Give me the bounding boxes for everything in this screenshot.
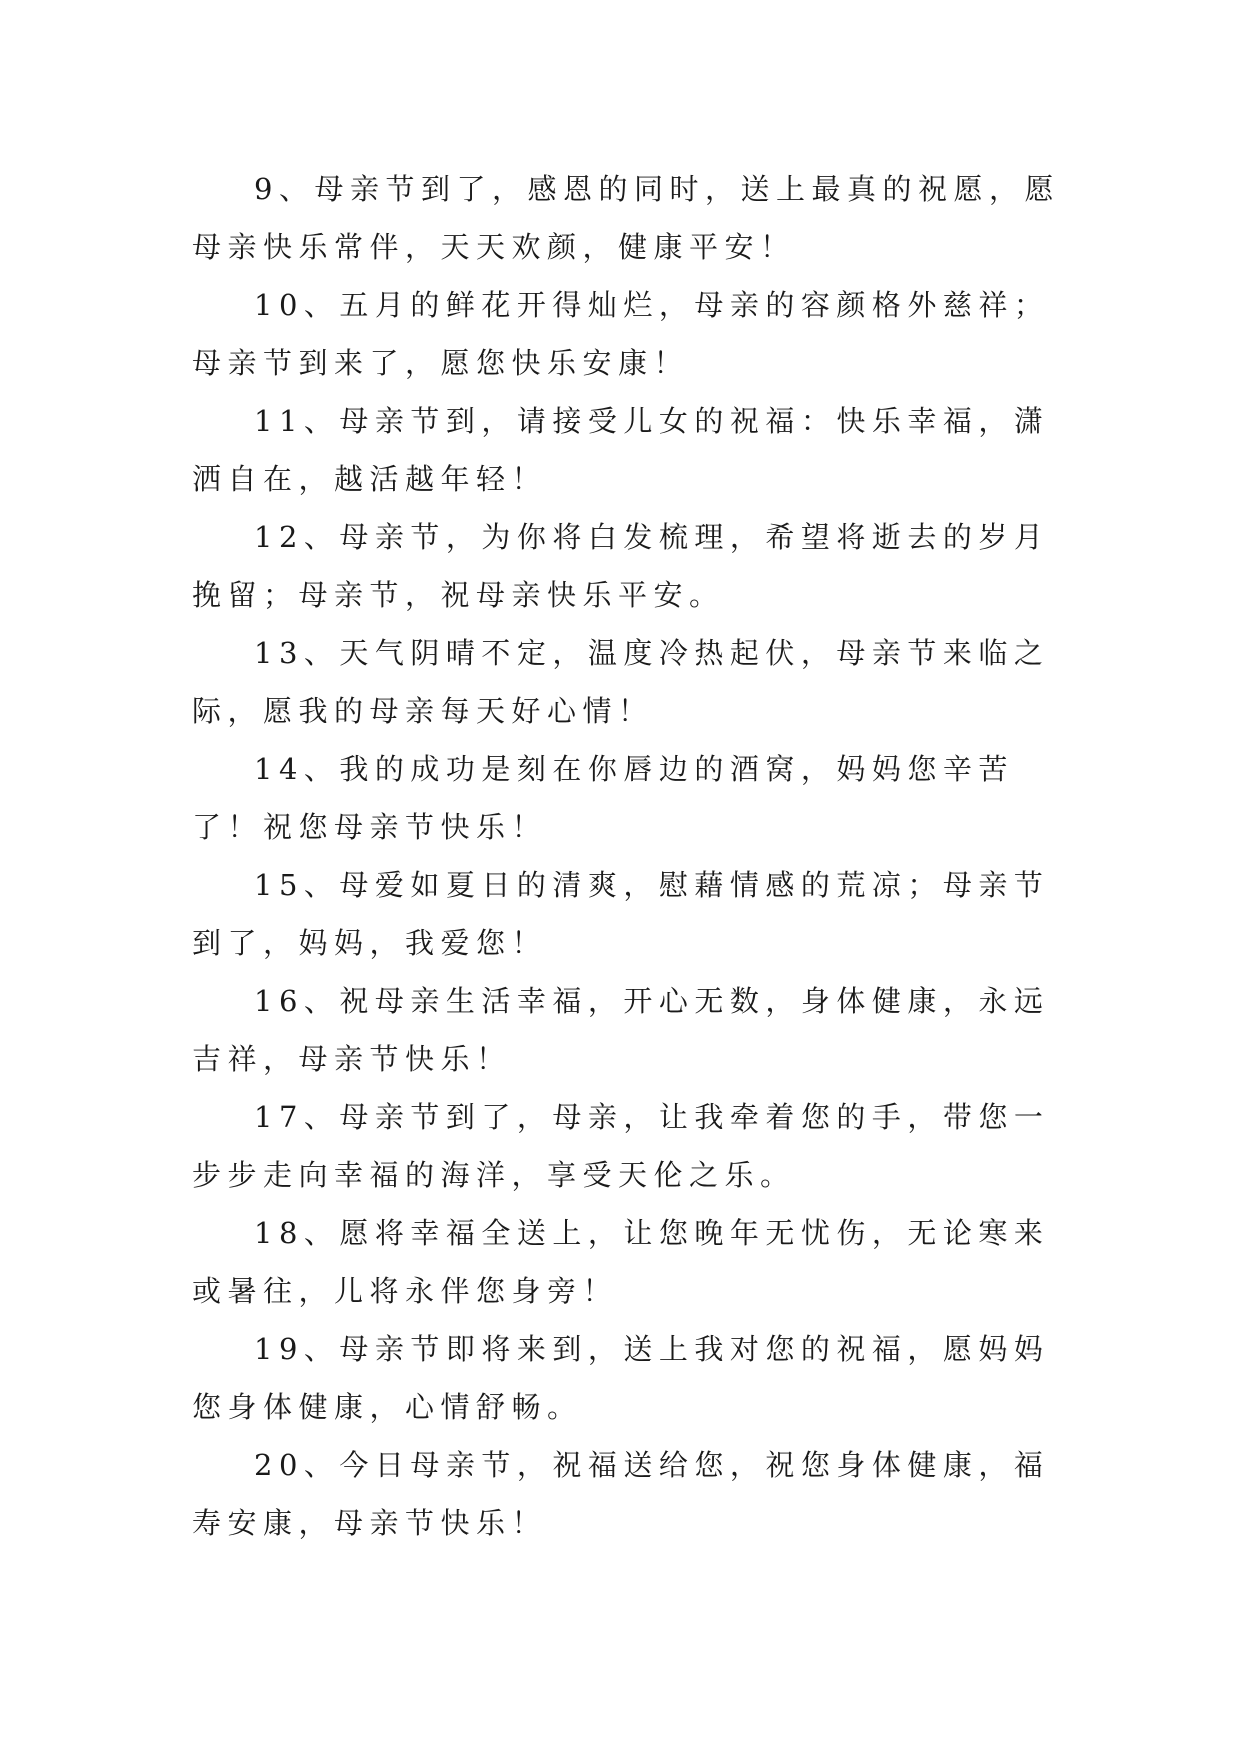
paragraph-line: 母亲节，祝母亲快乐平安。 xyxy=(298,578,725,612)
paragraph-line: 17、母亲节到了，母亲，让我牵着您的手，带您一步步 xyxy=(192,1100,1050,1192)
wish-paragraph-9 xyxy=(192,160,1062,276)
wish-paragraph-13 xyxy=(192,624,1062,740)
paragraph-line: 康，母亲节快乐！ xyxy=(263,1506,548,1540)
paragraph-line: 11、母亲节到，请接受儿女的祝福：快乐幸福，潇洒自 xyxy=(192,404,1050,496)
paragraph-line: 16、祝母亲生活幸福，开心无数，身体健康，永远吉祥， xyxy=(192,984,1050,1076)
paragraph-line: 体健康，心情舒畅。 xyxy=(263,1390,583,1424)
paragraph-line: 14、我的成功是刻在你唇边的酒窝，妈妈您辛苦了！祝 xyxy=(192,752,1014,844)
paragraph-line: 12、母亲节，为你将白发梳理，希望将逝去的岁月挽留； xyxy=(192,520,1050,612)
wish-paragraph-15 xyxy=(192,856,1062,972)
paragraph-line: 15、母爱如夏日的清爽，慰藉情感的荒凉；母亲节到了， xyxy=(192,868,1050,960)
paragraph-line: 10、五月的鲜花开得灿烂，母亲的容颜格外慈祥；母亲 xyxy=(192,288,1050,380)
wish-paragraph-10 xyxy=(192,276,1062,392)
paragraph-line: 19、母亲节即将来到，送上我对您的祝福，愿妈妈您身 xyxy=(192,1332,1050,1424)
paragraph-line: 走向幸福的海洋，享受天伦之乐。 xyxy=(263,1158,796,1192)
paragraph-line: 18、愿将幸福全送上，让您晚年无忧伤，无论寒来或暑 xyxy=(192,1216,1050,1308)
wish-paragraph-17 xyxy=(192,1088,1062,1204)
paragraph-line: 您母亲节快乐！ xyxy=(298,810,548,844)
paragraph-line: 20、今日母亲节，祝福送给您，祝您身体健康，福寿安 xyxy=(192,1448,1050,1540)
paragraph-line: 母亲节快乐！ xyxy=(298,1042,512,1076)
wish-paragraph-20 xyxy=(192,1436,1062,1552)
paragraph-line: 往，儿将永伴您身旁！ xyxy=(263,1274,619,1308)
wish-paragraph-12 xyxy=(192,508,1062,624)
paragraph-line: 9、母亲节到了，感恩的同时，送上最真的祝愿，愿母 xyxy=(192,172,1060,264)
wish-paragraph-19 xyxy=(192,1320,1062,1436)
paragraph-line: 节到来了，愿您快乐安康！ xyxy=(263,346,690,380)
wish-paragraph-16 xyxy=(192,972,1062,1088)
paragraph-line: 在，越活越年轻！ xyxy=(263,462,548,496)
paragraph-line: 13、天气阴晴不定，温度冷热起伏，母亲节来临之际， xyxy=(192,636,1050,728)
wish-paragraph-18 xyxy=(192,1204,1062,1320)
paragraph-line: 亲快乐常伴，天天欢颜，健康平安！ xyxy=(227,230,796,264)
paragraph-line: 妈妈，我爱您！ xyxy=(298,926,548,960)
wish-paragraph-11 xyxy=(192,392,1062,508)
document-body xyxy=(192,160,1062,1552)
wish-paragraph-14 xyxy=(192,740,1062,856)
paragraph-line: 愿我的母亲每天好心情！ xyxy=(263,694,654,728)
